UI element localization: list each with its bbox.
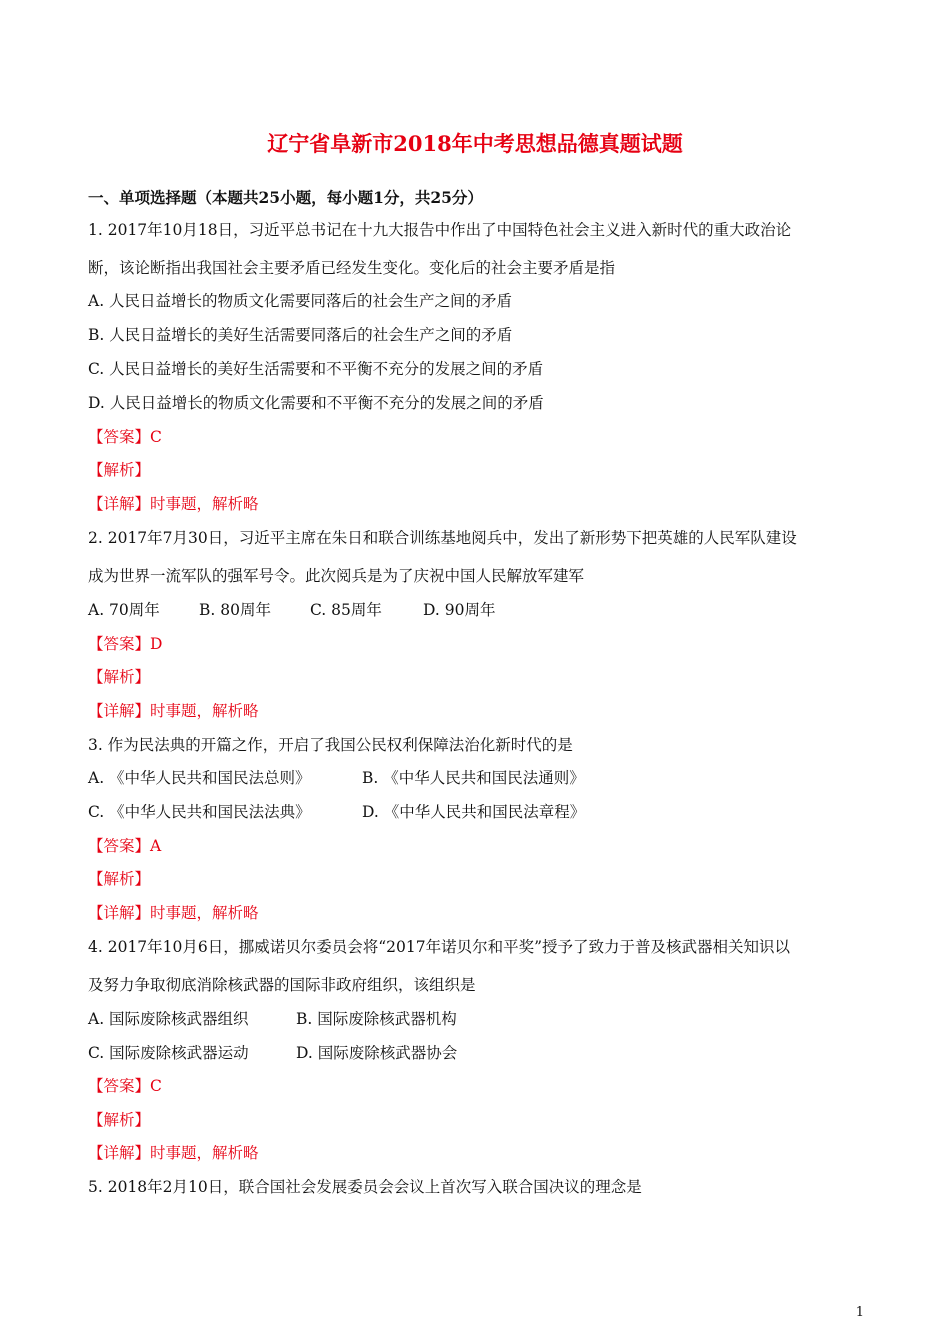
question-2-option-b: B. 80周年 — [199, 601, 271, 619]
question-3-option-d: D. 《中华人民共和国民法章程》 — [362, 803, 586, 821]
question-1-answer: 【答案】C — [88, 428, 162, 446]
question-1-stem-line-1: 1. 2017年10月18日，习近平总书记在十九大报告中作出了中国特色社会主义进入新时代的重大政治论 — [88, 221, 792, 239]
question-2-detail: 【详解】时事题，解析略 — [88, 702, 259, 720]
question-3-option-c: C. 《中华人民共和国民法法典》 — [88, 803, 311, 821]
question-4-options-row-1 — [88, 1007, 457, 1029]
document-title: 辽宁省阜新市2018年中考思想品德真题试题 — [267, 131, 683, 156]
question-4-stem-line-2: 及努力争取彻底消除核武器的国际非政府组织，该组织是 — [88, 976, 476, 994]
question-1-option-a: A. 人民日益增长的物质文化需要同落后的社会生产之间的矛盾 — [88, 292, 513, 310]
question-4-option-a: A. 国际废除核武器组织 — [88, 1010, 249, 1028]
question-3-options-row-1 — [88, 766, 585, 788]
question-4-stem-line-1: 4. 2017年10月6日，挪威诺贝尔委员会将“2017年诺贝尔和平奖”授予了致力于普及核武器相关知识以 — [88, 938, 791, 956]
question-3-stem: 3. 作为民法典的开篇之作，开启了我国公民权利保障法治化新时代的是 — [88, 736, 573, 754]
question-2-option-a: A. 70周年 — [88, 601, 160, 619]
question-4-option-d: D. 国际废除核武器协会 — [296, 1044, 458, 1062]
question-4-analysis: 【解析】 — [88, 1111, 151, 1129]
question-4-option-b: B. 国际废除核武器机构 — [296, 1010, 457, 1028]
question-1-option-b: B. 人民日益增长的美好生活需要同落后的社会生产之间的矛盾 — [88, 326, 513, 344]
question-3-option-a: A. 《中华人民共和国民法总则》 — [88, 769, 311, 787]
question-1-stem-line-2: 断，该论断指出我国社会主要矛盾已经发生变化。变化后的社会主要矛盾是指 — [88, 259, 616, 277]
question-3-answer: 【答案】A — [88, 837, 162, 855]
question-3-detail: 【详解】时事题，解析略 — [88, 904, 259, 922]
question-5-stem: 5. 2018年2月10日，联合国社会发展委员会会议上首次写入联合国决议的理念是 — [88, 1178, 642, 1196]
question-2-analysis: 【解析】 — [88, 668, 151, 686]
question-2-answer: 【答案】D — [88, 635, 163, 653]
question-4-detail: 【详解】时事题，解析略 — [88, 1144, 259, 1162]
question-2-stem-line-2: 成为世界一流军队的强军号令。此次阅兵是为了庆祝中国人民解放军建军 — [88, 567, 585, 585]
question-3-option-b: B. 《中华人民共和国民法通则》 — [362, 769, 585, 787]
question-1-option-d: D. 人民日益增长的物质文化需要和不平衡不充分的发展之间的矛盾 — [88, 394, 544, 412]
question-1-detail: 【详解】时事题，解析略 — [88, 495, 259, 513]
question-2-option-c: C. 85周年 — [310, 601, 382, 619]
question-3-analysis: 【解析】 — [88, 870, 151, 888]
page-number: 1 — [855, 1305, 864, 1320]
question-1-analysis: 【解析】 — [88, 461, 151, 479]
question-2-stem-line-1: 2. 2017年7月30日，习近平主席在朱日和联合训练基地阅兵中，发出了新形势下把英雄的人民军队建设 — [88, 529, 797, 547]
question-3-options-row-2 — [88, 800, 585, 822]
question-1-option-c: C. 人民日益增长的美好生活需要和不平衡不充分的发展之间的矛盾 — [88, 360, 544, 378]
question-4-option-c: C. 国际废除核武器运动 — [88, 1044, 249, 1062]
question-4-options-row-2 — [88, 1041, 457, 1063]
question-4-answer: 【答案】C — [88, 1077, 162, 1095]
question-2-option-d: D. 90周年 — [423, 601, 496, 619]
question-2-options-row — [88, 598, 495, 620]
section-heading: 一、单项选择题（本题共25小题，每小题1分，共25分） — [88, 188, 483, 207]
